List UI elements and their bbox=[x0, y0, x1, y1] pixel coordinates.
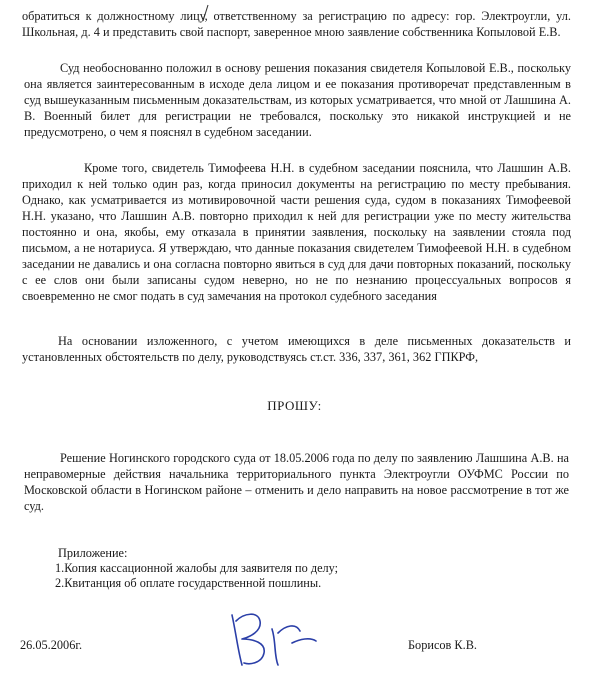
signature-image bbox=[214, 603, 334, 673]
appendix-title: Приложение: bbox=[58, 546, 128, 560]
paragraph-4: На основании изложенного, с учетом имеющихся в деле письменных доказательств и установленных обстоятельств по делу, руководствуясь ст.ст. 336, 337, 361, 362 ГПКРФ, bbox=[22, 334, 571, 364]
document-date: 26.05.2006г. bbox=[20, 638, 83, 652]
paragraph-2: Суд необоснованно положил в основу решения показания свидетеля Копыловой Е.В., поскольку она является заинтересованным в исходе дела лицом и ее показания противоречат представленным в суд вышеуказанным письменным доказательствам, из которых усматривается, что мной от Лашшина А. В. Военный билет для регистрации не требовался, поскольку это никакой инструкцией и не предусмотрено, о чем я пояснял в судебном заседании. bbox=[24, 61, 571, 139]
paragraph-1: обратиться к должностному лицу, ответственному за регистрацию по адресу: гор. Электроугли, ул. Школьная, д. 4 и представить свой паспорт, заверенное мною заявление собственника Копыловой Е.В. bbox=[22, 9, 571, 39]
request-heading: ПРОШУ: bbox=[267, 398, 322, 413]
paragraph-5: Решение Ногинского городского суда от 18.05.2006 года по делу по заявлению Лашшина А.В. на неправомерные действия начальника территориального пункта Электроугли ОУФМС России по Московской области в Ногинском районе – отменить и дело направить на новое рассмотрение в тот же суд. bbox=[24, 451, 569, 513]
appendix-item: 2.Квитанция об оплате государственной пошлины. bbox=[55, 576, 322, 590]
signer-name: Борисов К.В. bbox=[408, 638, 477, 652]
paragraph-3: Кроме того, свидетель Тимофеева Н.Н. в судебном заседании пояснила, что Лашшин А.В. приходил к ней только один раз, когда приносил документы на регистрацию по месту пребывания. Однако, как усматривается из мотивировочной части решения суда, судом в показаниях Тимофеевой Н.Н. указано, что Лашшин А.В. повторно приходил к ней для регистрации уже по месту жительства постоянно и она, якобы, ему отказала в принятии заявления, поскольку на заявлении стояла под письмом, а не нотариуса. Я утверждаю, что данные показания свидетелем Тимофеевой Н.Н. в судебном заседании не давались и она согласна повторно явиться в суд для дачи повторных показаний, поскольку с ее слов они были записаны судом неверно, но не по незнанию процессуальных вопросов я своевременно не смог подать в суд замечания на протокол судебного заседания bbox=[22, 161, 571, 303]
appendix-block bbox=[55, 546, 555, 591]
appendix-item: 1.Копия кассационной жалобы для заявителя по делу; bbox=[55, 561, 339, 575]
